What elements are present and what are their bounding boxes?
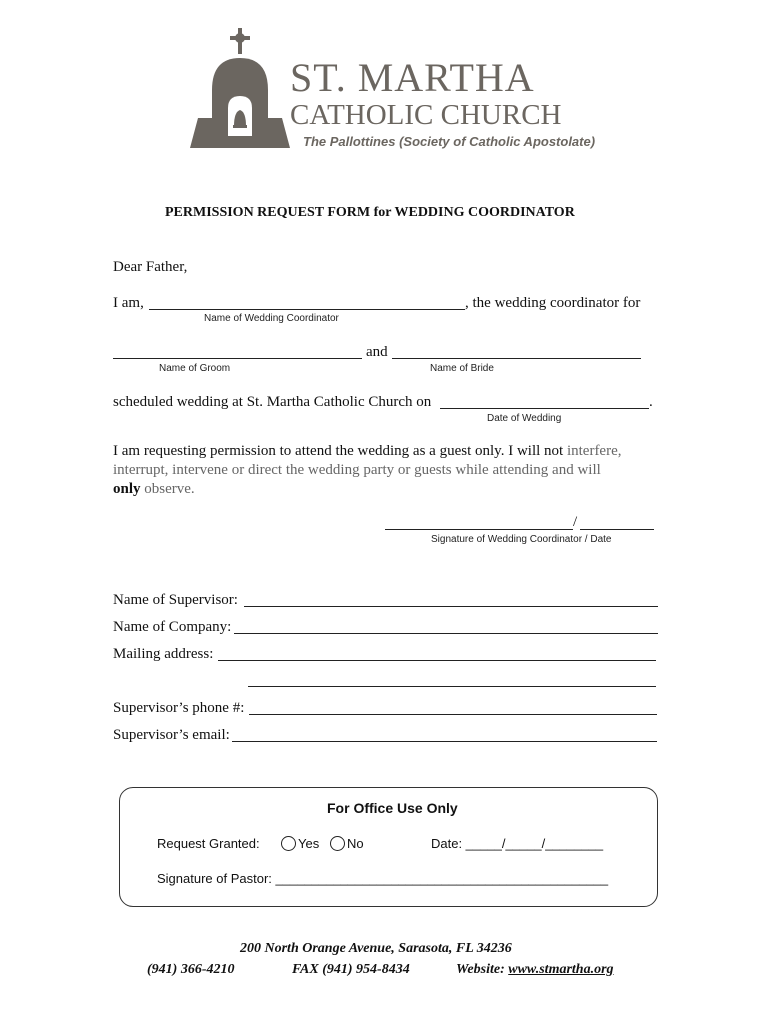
footer-website <box>456 962 614 978</box>
caption-bride: Name of Bride <box>430 363 494 374</box>
period: . <box>649 394 653 410</box>
no-radio[interactable] <box>330 836 345 851</box>
request-granted-label: Request Granted: <box>157 836 260 851</box>
company-field[interactable] <box>234 633 658 634</box>
footer-address: 200 North Orange Avenue, Sarasota, FL 34236 <box>240 941 512 956</box>
request-line-1-dark: I am requesting permission to attend the wedding as a guest only. I will not <box>113 443 567 459</box>
coordinator-for-text: , the wedding coordinator for <box>465 295 641 311</box>
website-link[interactable]: www.stmartha.org <box>508 962 614 977</box>
phone-field[interactable] <box>249 714 657 715</box>
caption-groom: Name of Groom <box>159 363 231 374</box>
supervisor-name-field[interactable] <box>244 606 658 607</box>
office-use-heading: For Office Use Only <box>327 800 458 816</box>
i-am-label: I am, <box>113 295 144 311</box>
caption-signature: Signature of Wedding Coordinator / Date <box>431 534 612 545</box>
mailing-address-field-2[interactable] <box>248 686 656 687</box>
company-label: Name of Company: <box>113 619 232 635</box>
mailing-address-label: Mailing address: <box>113 646 214 662</box>
email-label: Supervisor’s email: <box>113 727 230 743</box>
caption-date: Date of Wedding <box>487 413 562 424</box>
phone-label: Supervisor’s phone #: <box>113 700 245 716</box>
pastor-signature-field[interactable]: Signature of Pastor: ______________________________________________ <box>157 871 609 886</box>
caption-coordinator: Name of Wedding Coordinator <box>204 313 339 324</box>
request-line-1 <box>113 443 622 460</box>
no-label: No <box>347 836 364 851</box>
yes-label: Yes <box>298 836 320 851</box>
form-title: PERMISSION REQUEST FORM for WEDDING COORDINATOR <box>165 205 575 220</box>
office-date-field[interactable]: Date: _____/_____/________ <box>431 836 604 851</box>
mailing-address-field[interactable] <box>218 660 656 661</box>
yes-radio[interactable] <box>281 836 296 851</box>
request-observe: observe. <box>140 481 195 497</box>
footer-fax: FAX (941) 954-8434 <box>292 962 410 977</box>
signature-slash: / <box>573 514 578 530</box>
supervisor-name-label: Name of Supervisor: <box>113 592 238 608</box>
church-name-line2: CATHOLIC CHURCH <box>290 99 562 131</box>
groom-name-field[interactable] <box>113 358 362 359</box>
footer-website-label: Website: <box>456 962 509 977</box>
coordinator-signature-field[interactable] <box>385 529 573 530</box>
salutation: Dear Father, <box>113 259 188 275</box>
scheduled-text: scheduled wedding at St. Martha Catholic Church on <box>113 394 432 410</box>
request-line-1-gray: interfere, <box>566 443 622 459</box>
email-field[interactable] <box>232 741 657 742</box>
coordinator-signature-date-field[interactable] <box>580 529 654 530</box>
request-line-3 <box>113 481 195 498</box>
request-line-2: interrupt, intervene or direct the wedding party or guests while attending and will <box>113 462 601 478</box>
bride-name-field[interactable] <box>392 358 641 359</box>
wedding-date-field[interactable] <box>440 408 649 409</box>
footer-phone: (941) 366-4210 <box>147 962 235 977</box>
and-text: and <box>366 344 388 360</box>
coordinator-name-field[interactable] <box>149 309 465 310</box>
church-logo <box>190 28 290 150</box>
request-only-bold: only <box>113 481 141 497</box>
order-subtitle: The Pallottines (Society of Catholic Apostolate) <box>303 134 596 149</box>
church-name-line1: ST. MARTHA <box>290 55 535 100</box>
